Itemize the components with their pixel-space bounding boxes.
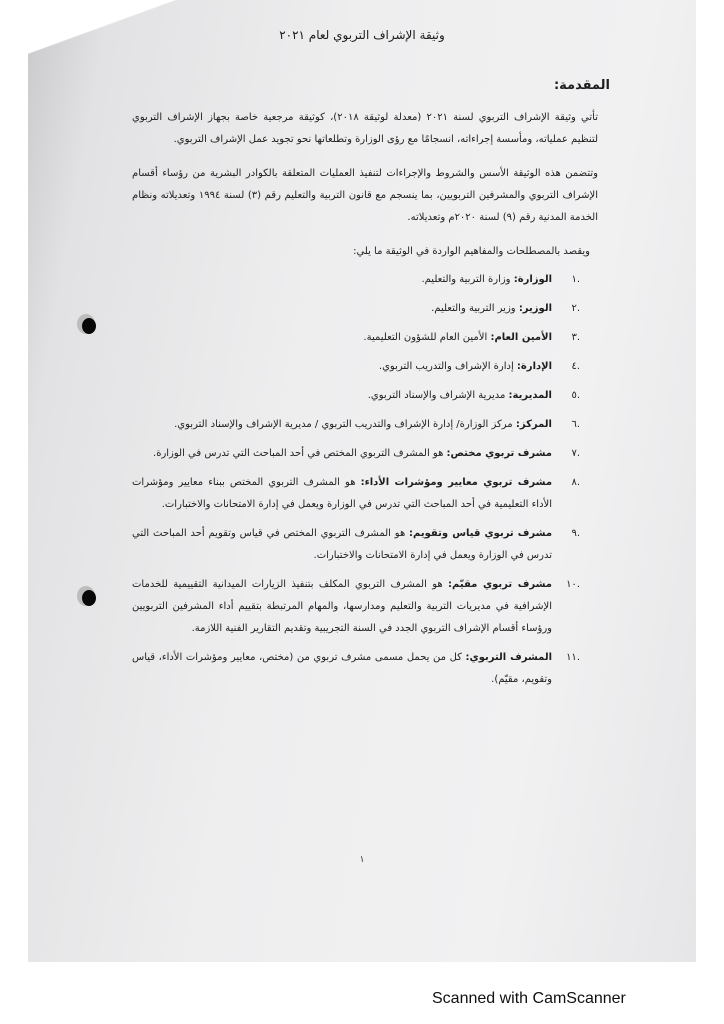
- definition-item: [132, 327, 610, 349]
- definition-term: مشرف تربوي قياس وتقويم:: [409, 528, 553, 539]
- definition-item: [132, 472, 610, 516]
- definition-text: مديرية الإشراف والإسناد التربوي.: [367, 390, 509, 401]
- definition-text: كل من يحمل مسمى مشرف تربوي من (مختص، معايير ومؤشرات الأداء، قياس وتقويم، مقيّم).: [132, 652, 552, 685]
- document-body: [132, 78, 610, 698]
- page-number: ١: [359, 855, 365, 865]
- item-number: .٦: [571, 419, 580, 430]
- definition-text: مركز الوزارة/ إدارة الإشراف والتدريب التربوي / مديرية الإشراف والإسناد التربوي.: [174, 419, 516, 430]
- definition-item: [132, 523, 610, 567]
- definition-item: [132, 298, 610, 320]
- intro-paragraph-2: وتتضمن هذه الوثيقة الأسس والشروط والإجراءات لتنفيذ العمليات المتعلقة بالكوادر البشرية من رؤساء أقسام الإشراف التربوي والمشرفين التربويين، بما ينسجم مع قانون التربية والتعليم رقم (٣) لسنة ١٩٩٤ وتعديلاته ونظام الخدمة المدنية رقم (٩) لسنة ٢٠٢٠م وتعديلاته.: [132, 168, 598, 223]
- definition-term: مشرف تربوي مقيّم:: [448, 579, 552, 590]
- definition-item: [132, 269, 610, 291]
- scanner-watermark: Scanned with CamScanner: [432, 990, 626, 1007]
- intro-paragraph-1: تأتي وثيقة الإشراف التربوي لسنة ٢٠٢١ (معدلة لوثيقة ٢٠١٨)، كوثيقة مرجعية خاصة بجهاز الإشراف التربوي لتنظيم عملياته، ومأسسة إجراءاته، انسجامًا مع رؤى الوزارة وتطلعاتها نحو تجويد عمل الإشراف التربوي.: [132, 112, 598, 145]
- definition-term: المديرية:: [508, 390, 552, 401]
- definition-term: الوزير:: [518, 303, 552, 314]
- document-title: وثيقة الإشراف التربوي لعام ٢٠٢١: [279, 28, 445, 42]
- definition-text: وزارة التربية والتعليم.: [421, 274, 514, 285]
- definition-text: هو المشرف التربوي المكلف بتنفيذ الزيارات الميدانية التقييمية للخدمات الإشرافية في مديريات التربية والتعليم ومدارسها، والمهام المرتبطة بتقييم أداء المشرفين التربويين ورؤساء أقسام الإشراف التربوي الجدد في السنة التجريبية وتقديم التقارير الفنية اللازمة.: [132, 579, 552, 634]
- definition-term: المشرف التربوي:: [465, 652, 553, 663]
- item-number: .٤: [571, 361, 580, 372]
- document-page: [28, 0, 696, 962]
- definition-term: المركز:: [515, 419, 552, 430]
- item-number: .٣: [571, 332, 580, 343]
- item-number: .١: [571, 274, 580, 285]
- definition-item: [132, 414, 610, 436]
- definition-term: الوزارة:: [513, 274, 552, 285]
- definition-text: وزير التربية والتعليم.: [431, 303, 519, 314]
- definition-text: هو المشرف التربوي المختص في قياس وتقويم أحد المباحث التي تدرس في الوزارة ويعمل في إدارة الامتحانات والاختبارات.: [132, 528, 552, 561]
- item-number: .١١: [566, 652, 580, 663]
- definition-term: مشرف تربوي معايير ومؤشرات الأداء:: [360, 477, 553, 488]
- item-number: .٥: [571, 390, 580, 401]
- punch-hole-top: [82, 318, 96, 334]
- definitions-list: [132, 269, 610, 691]
- item-number: .٢: [571, 303, 580, 314]
- definition-text: إدارة الإشراف والتدريب التربوي.: [378, 361, 517, 372]
- definition-item: [132, 356, 610, 378]
- definition-term: الإدارة:: [516, 361, 552, 372]
- item-number: .١٠: [566, 579, 580, 590]
- punch-hole-bottom: [82, 590, 96, 606]
- definition-item: [132, 443, 610, 465]
- definition-text: الأمين العام للشؤون التعليمية.: [363, 332, 491, 343]
- definition-term: الأمين العام:: [490, 332, 552, 343]
- definition-item: [132, 385, 610, 407]
- definition-term: مشرف تربوي مختص:: [446, 448, 552, 459]
- definition-text: هو المشرف التربوي المختص ببناء معايير ومؤشرات الأداء التعليمية في أحد المباحث التي تدرس في الوزارة ويعمل في إدارة الامتحانات والاختبارات.: [132, 477, 552, 510]
- item-number: .٨: [571, 477, 580, 488]
- definition-text: هو المشرف التربوي المختص في أحد المباحث التي تدرس في الوزارة.: [153, 448, 447, 459]
- item-number: .٩: [571, 528, 580, 539]
- definition-item: [132, 574, 610, 640]
- definition-item: [132, 647, 610, 691]
- item-number: .٧: [571, 448, 580, 459]
- section-heading: المقدمة:: [553, 78, 610, 93]
- definitions-intro: ويقصد بالمصطلحات والمفاهيم الواردة في الوثيقة ما يلي:: [353, 246, 590, 257]
